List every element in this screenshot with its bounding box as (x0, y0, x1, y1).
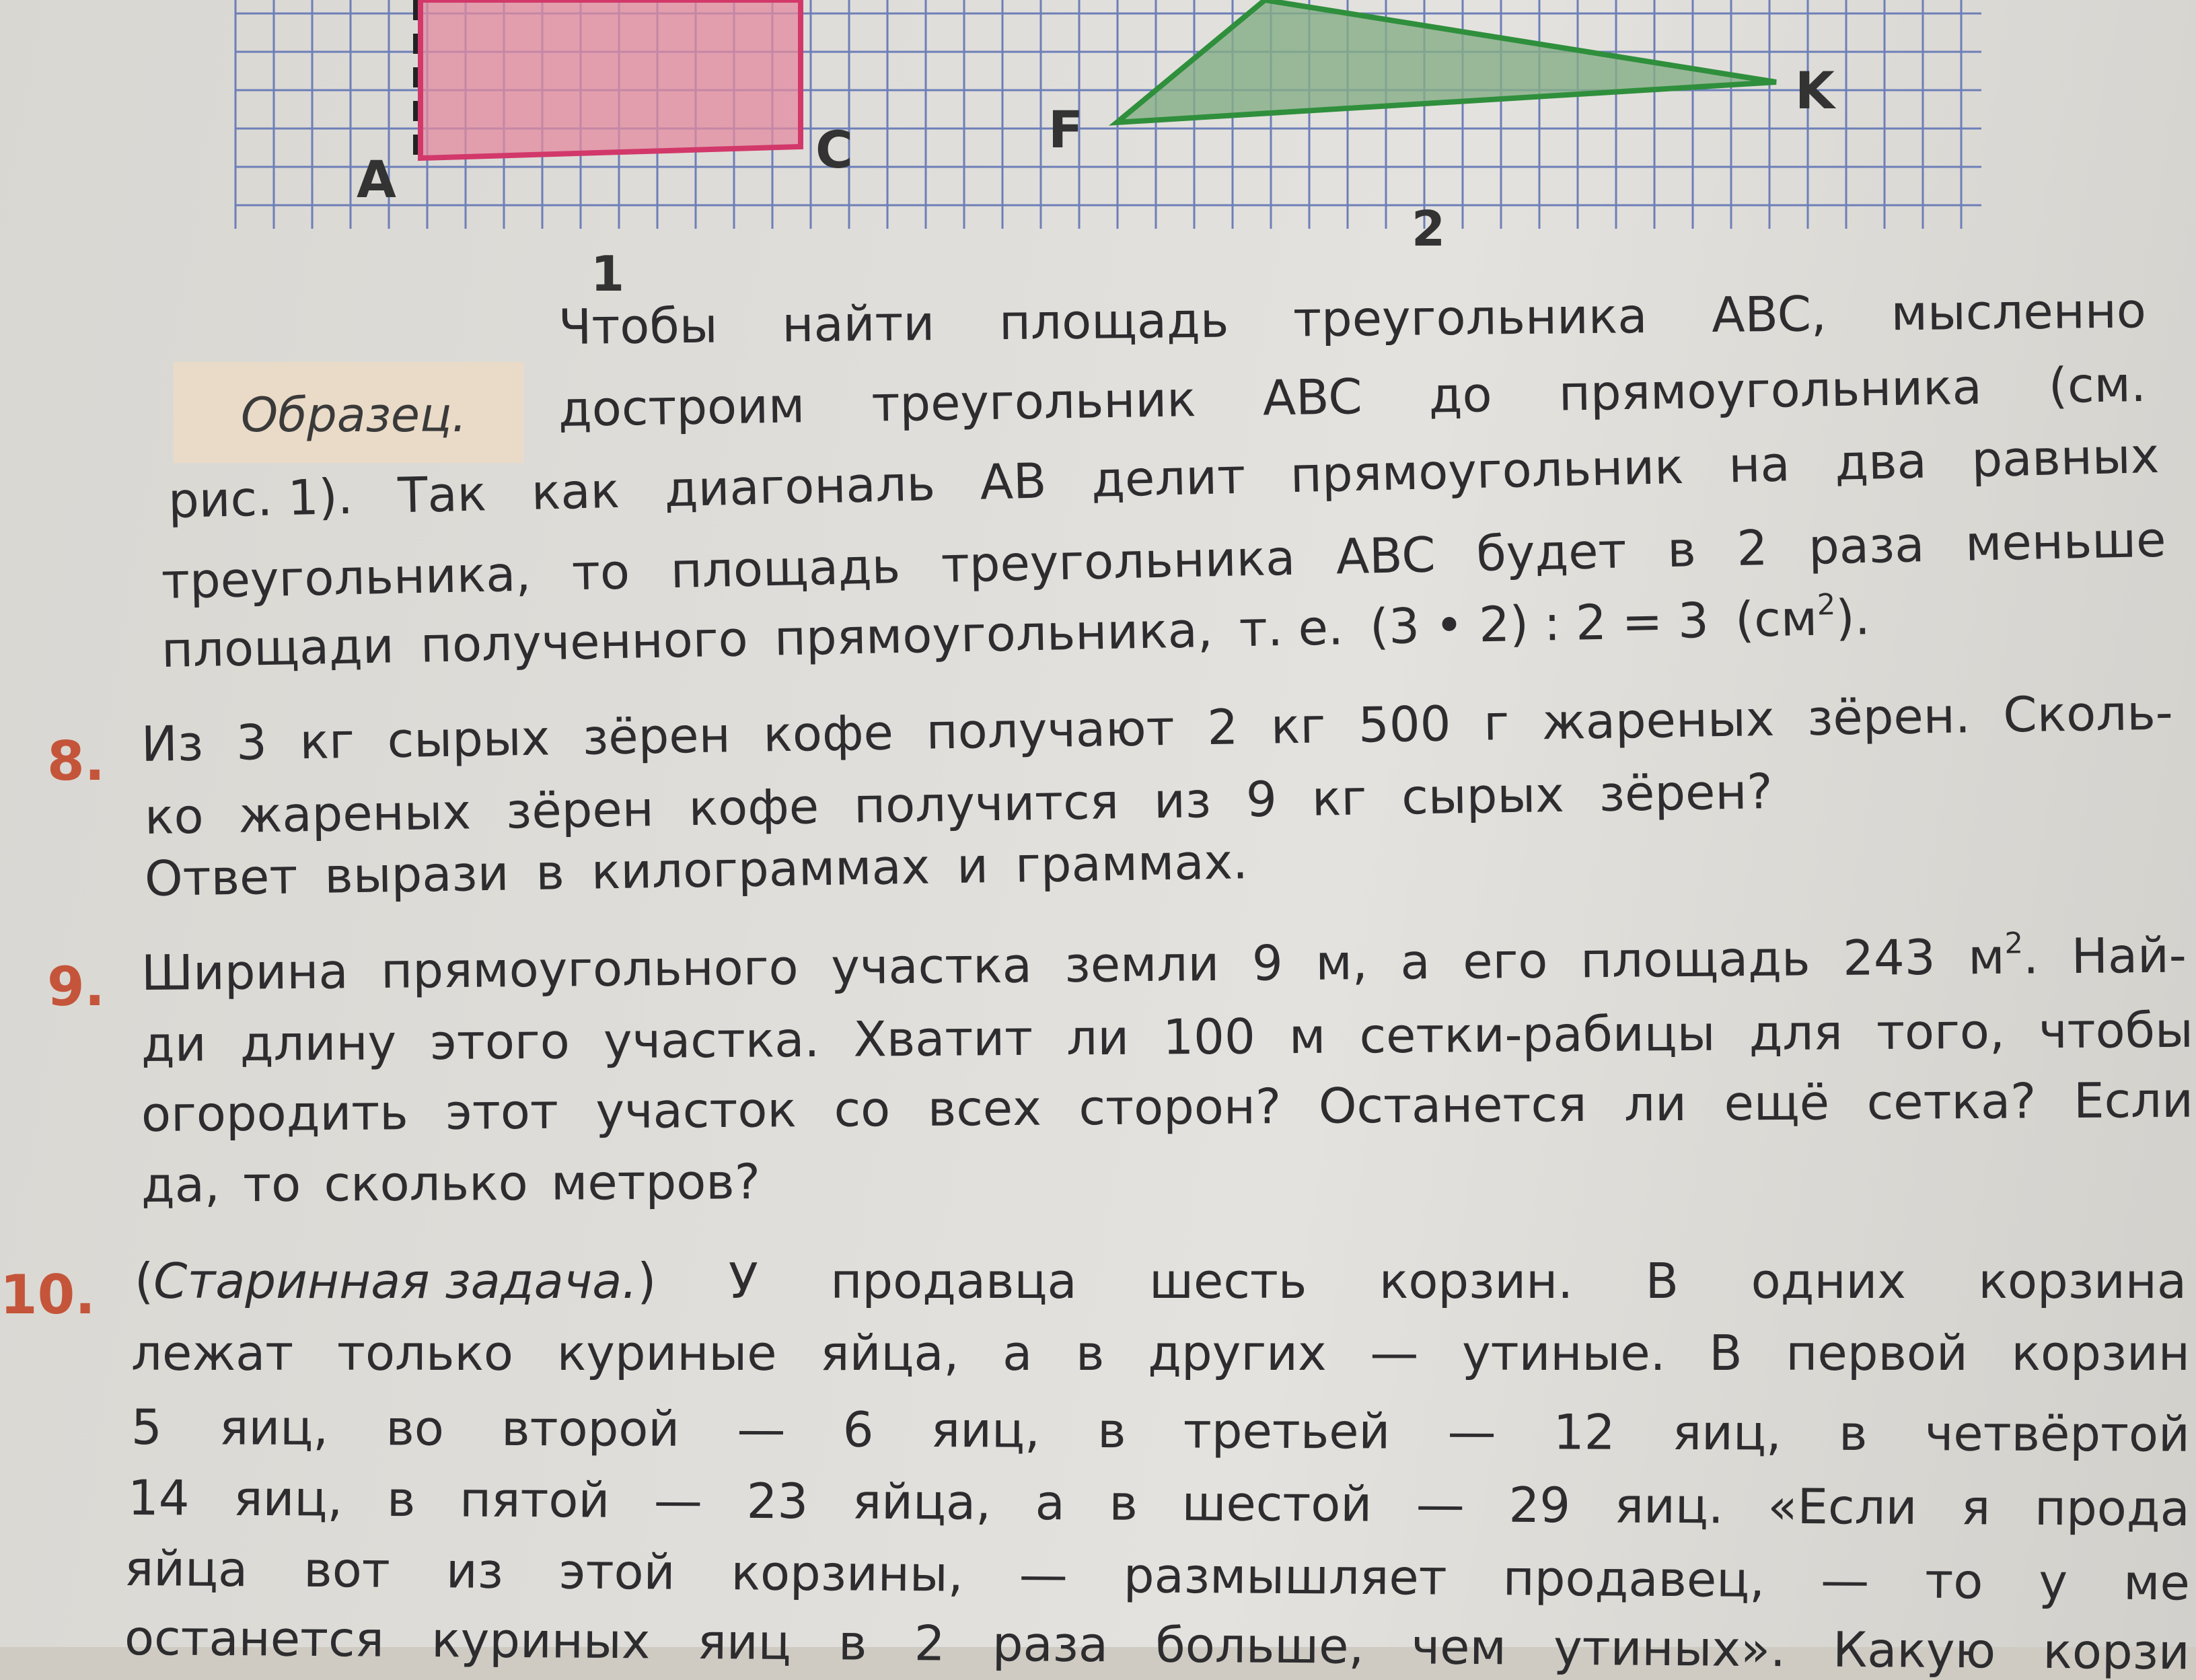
task-9-line-3: огородить этот участок со всех сторон? Останется ли ещё сетка? Если (141, 1071, 2194, 1142)
label-f: F (1048, 100, 1083, 159)
task-8-line-2: ко жареных зёрен кофе получится из 9 кг сырых зёрен? (144, 762, 1773, 845)
sample-line-4: треугольника, то площадь треугольника ABC будет в 2 раза меньше (161, 511, 2167, 610)
task-10-line-1: (Старинная задача.) У продавца шесть корзин. В одних корзина (135, 1253, 2187, 1309)
task-10-subtitle: Старинная задача. (153, 1253, 638, 1309)
figure-2-number: 2 (1412, 200, 1446, 257)
task-10-line-4: 14 яиц, в пятой — 23 яйца, а в шестой — 29 яиц. «Если я прода (127, 1469, 2190, 1537)
figure-1-number: 1 (591, 246, 625, 302)
sample-label: Образец. (241, 388, 467, 443)
sample-line-1: Чтобы найти площадь треугольника ABC, мысленно (558, 282, 2147, 355)
triangle-fk (1117, 0, 1776, 122)
sample-line-3: рис. 1). Так как диагональ AB делит прямоугольник на два равных (168, 427, 2160, 529)
task-10-line-6: останется куриных яиц в 2 раза больше, чем утиных». Какую корзи (124, 1609, 2191, 1680)
sample-line-2: достроим треугольник ABC до прямоугольника (см. (558, 355, 2147, 437)
task-9-line-4: да, то сколько метров? (141, 1153, 761, 1213)
triangle-abc (420, 0, 801, 158)
task-10-number: 10. (0, 1264, 96, 1326)
task-9-line-2: ди длину этого участка. Хватит ли 100 м сетки-рабицы для того, чтобы (141, 1001, 2194, 1072)
label-a: A (357, 149, 396, 209)
sample-badge (174, 362, 523, 463)
task-9-line-1: Ширина прямоугольного участка земли 9 м, а его площадь 243 $м^2$. Най- (141, 926, 2187, 1001)
task-8-line-1: Из 3 кг сырых зёрен кофе получают 2 кг 500 г жареных зёрен. Сколь- (141, 684, 2174, 772)
task-8-number: 8. (47, 730, 106, 793)
triangles-figure (0, 0, 2196, 283)
task-8-line-3: Ответ вырази в килограммах и граммах. (144, 833, 1249, 907)
task-10-line-2: лежат только куриные яйца, а в других — утиные. В первой корзин (131, 1325, 2190, 1381)
label-c: C (815, 120, 853, 180)
task-10-line-5: яйца вот из этой корзины, — размышляет продавец, — то у ме (124, 1540, 2191, 1611)
task-10-line-3: 5 яиц, во второй — 6 яиц, в третьей — 12 яиц, в четвёртой (131, 1399, 2190, 1463)
task-9-number: 9. (47, 955, 106, 1018)
label-k: K (1795, 61, 1835, 120)
sample-line-5: площади полученного прямоугольника, т. е. (3 • 2) : 2 = 3 $(см^2)$. (161, 587, 1871, 678)
